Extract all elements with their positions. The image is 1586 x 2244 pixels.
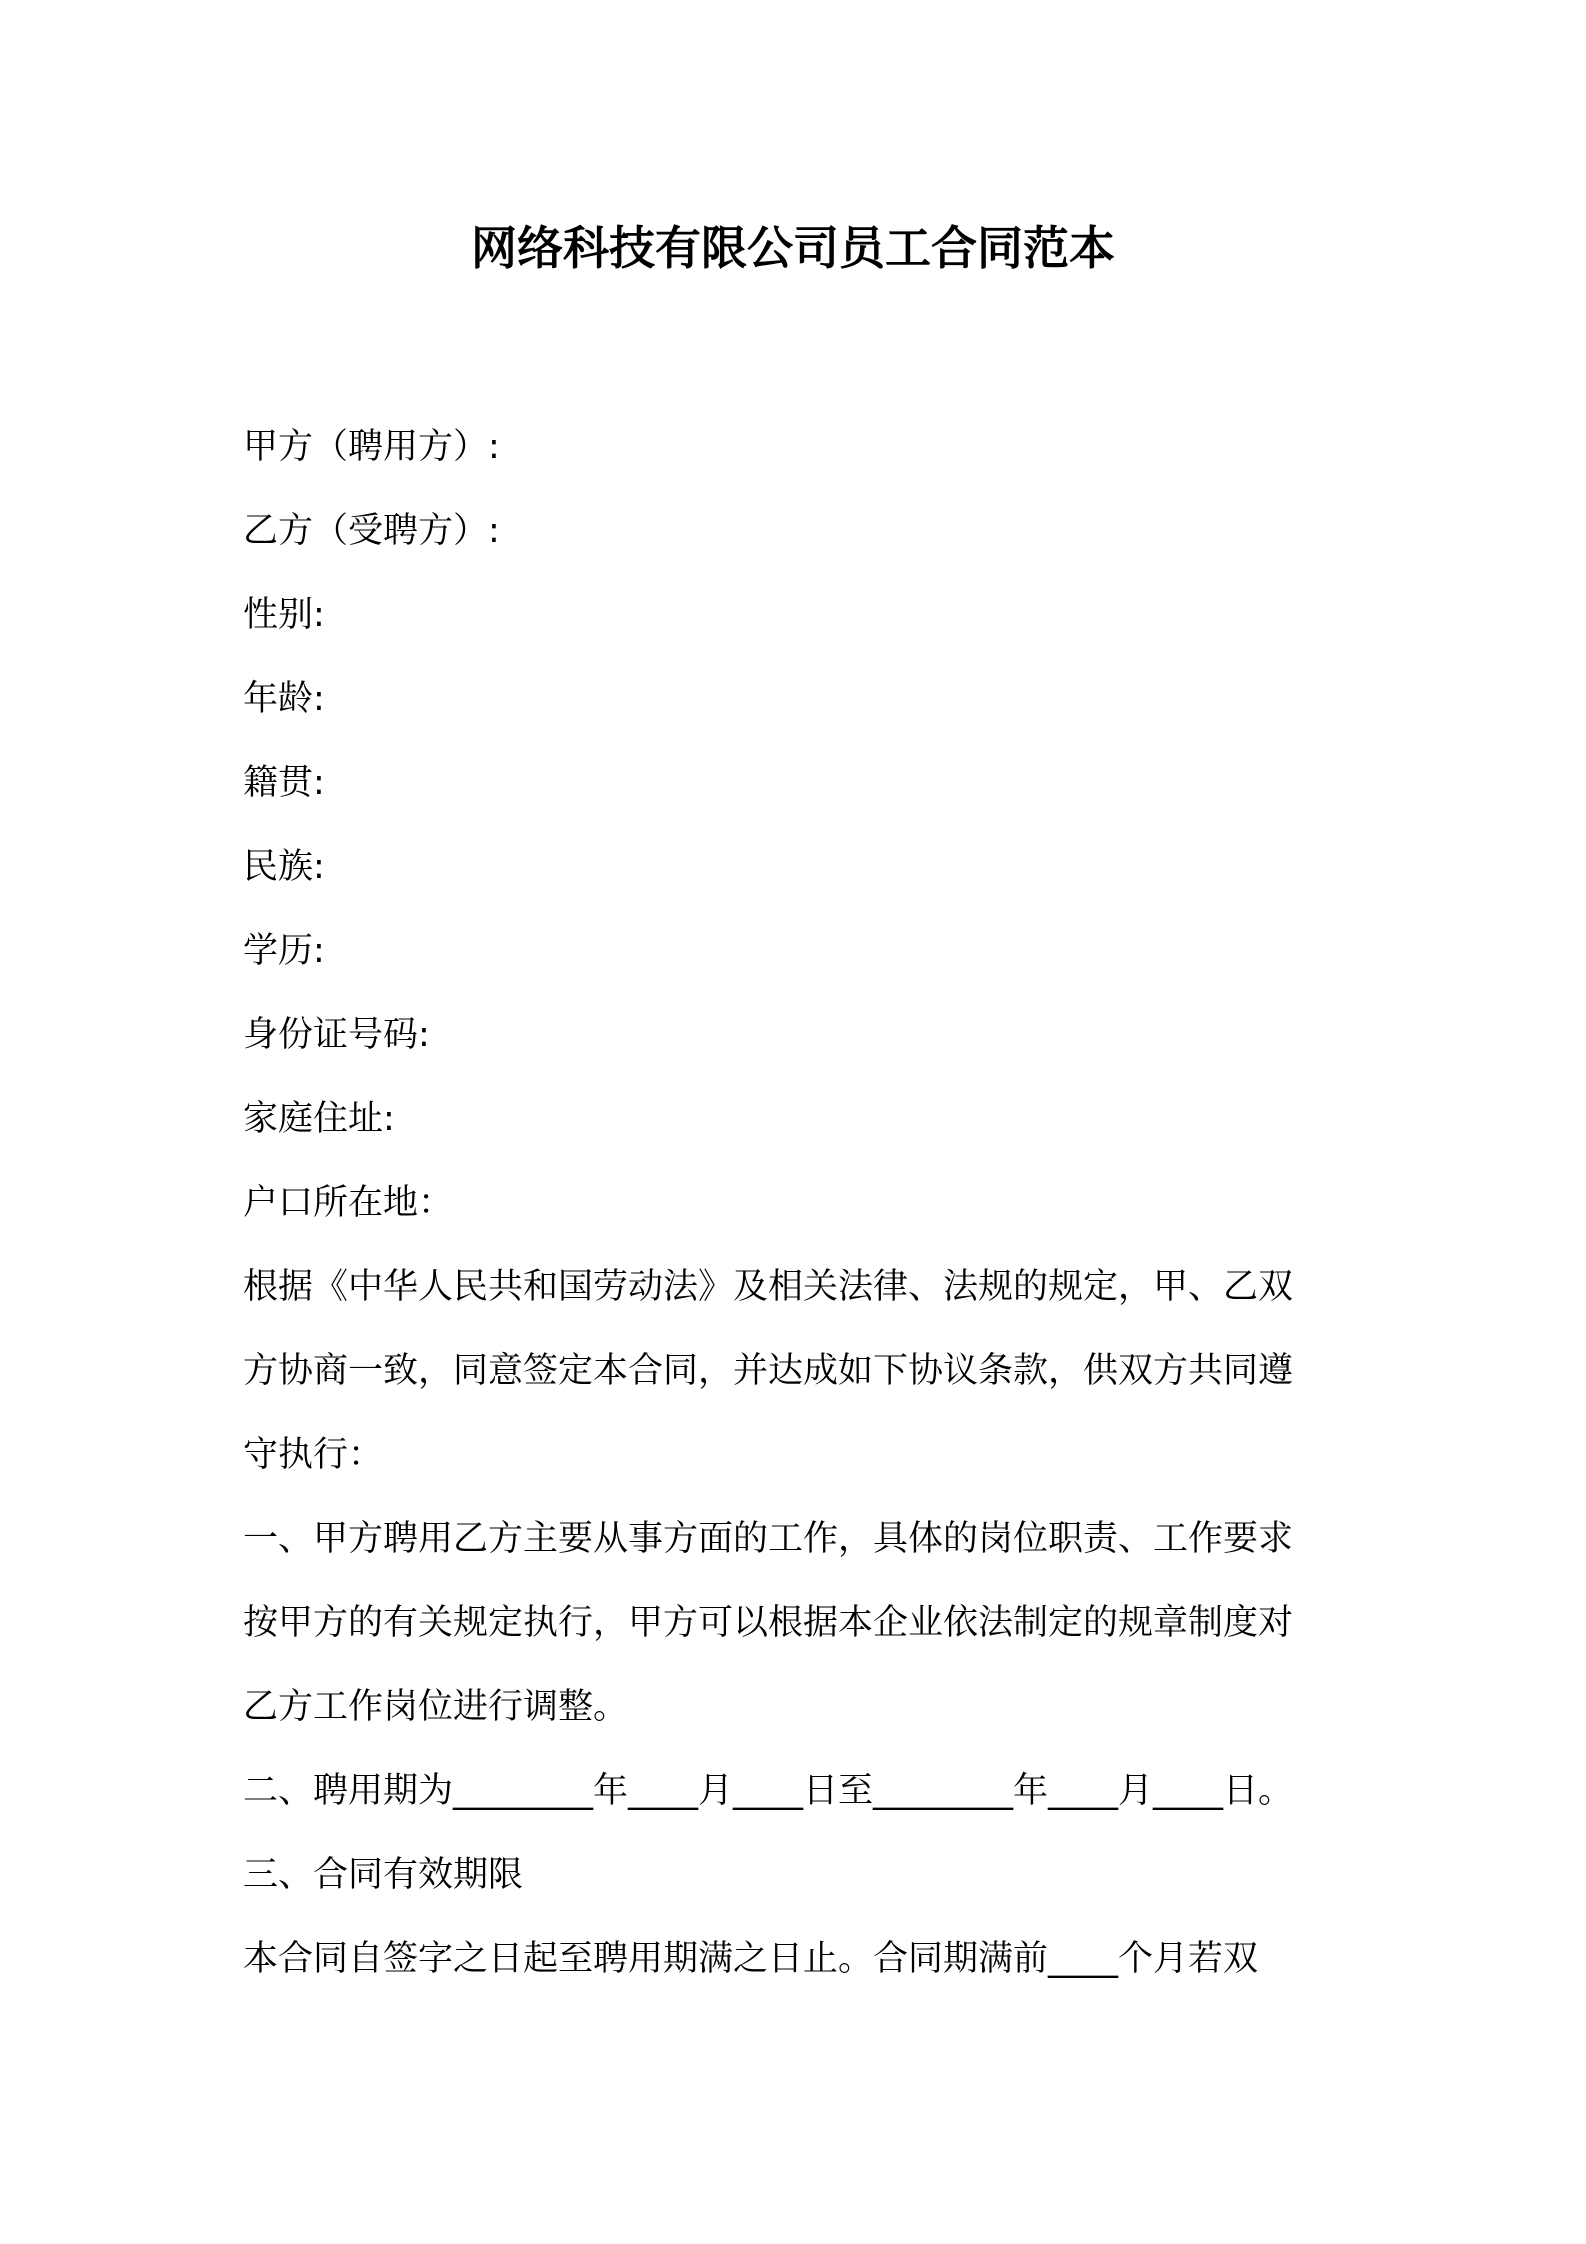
field-id-number: 身份证号码: — [243, 1015, 430, 1055]
field-gender: 性别: — [243, 595, 325, 635]
clause-one-line: 一、甲方聘用乙方主要从事方面的工作，具体的岗位职责、工作要求 — [243, 1519, 1294, 1559]
document-body — [243, 405, 1383, 2001]
paragraph-line: 方协商一致，同意签定本合同，并达成如下协议条款，供双方共同遵 — [243, 1351, 1294, 1391]
clause-two-line: 二、聘用期为________年____月____日至________年____月____日。 — [243, 1771, 1294, 1811]
paragraph-line: 根据《中华人民共和国劳动法》及相关法律、法规的规定，甲、乙双 — [243, 1267, 1294, 1307]
field-party-b: 乙方（受聘方）: — [243, 511, 500, 551]
field-ethnicity: 民族: — [243, 847, 325, 887]
field-home-address: 家庭住址: — [243, 1099, 395, 1139]
field-household-registration: 户口所在地： — [243, 1183, 454, 1223]
field-native-place: 籍贯: — [243, 763, 325, 803]
document-title: 网络科技有限公司员工合同范本 — [471, 221, 1115, 275]
field-party-a: 甲方（聘用方）: — [243, 427, 500, 467]
field-education: 学历: — [243, 931, 325, 971]
clause-three-line: 本合同自签字之日起至聘用期满之日止。合同期满前____个月若双 — [243, 1939, 1259, 1979]
paragraph-line: 守执行： — [243, 1435, 384, 1475]
clause-one-line: 乙方工作岗位进行调整。 — [243, 1687, 629, 1727]
clause-one-line: 按甲方的有关规定执行，甲方可以根据本企业依法制定的规章制度对 — [243, 1603, 1294, 1643]
clause-three-heading: 三、合同有效期限 — [243, 1855, 524, 1895]
field-age: 年龄: — [243, 679, 325, 719]
